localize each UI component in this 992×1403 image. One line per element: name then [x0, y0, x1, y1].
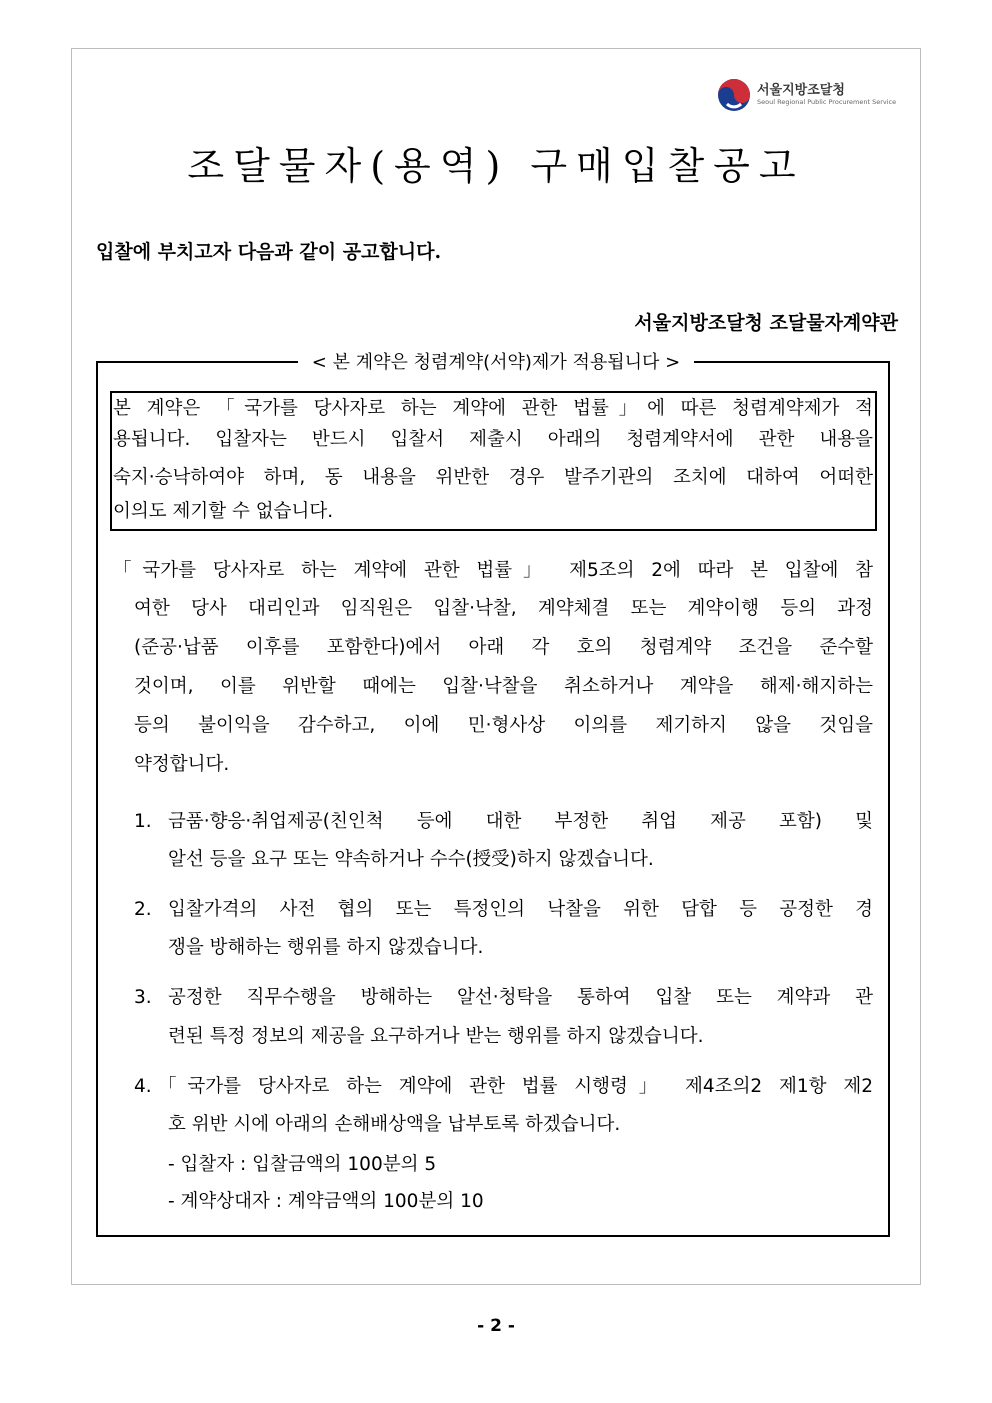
pledge-line: 여한 당사 대리인과 임직원은 입찰·낙찰, 계약체결 또는 계약이행 등의 과정	[134, 598, 873, 619]
item-number: 4.	[134, 1076, 152, 1097]
taegeuk-emblem-icon	[717, 78, 751, 112]
logo-english-name: Seoul Regional Public Procurement Service	[757, 98, 897, 106]
logo	[717, 78, 897, 112]
item-line: 련된 특정 정보의 제공을 요구하거나 받는 행위를 하지 않겠습니다.	[168, 1026, 704, 1047]
sub-item: - 계약상대자 : 계약금액의 100분의 10	[168, 1191, 484, 1212]
organization-signature: 서울지방조달청 조달물자계약관	[634, 312, 898, 334]
notice-line: 이의도 제기할 수 없습니다.	[113, 501, 334, 522]
item-line: 입찰가격의 사전 협의 또는 특정인의 낙찰을 위한 담합 등 공정한 경	[168, 899, 873, 920]
item-line: 쟁을 방해하는 행위를 하지 않겠습니다.	[168, 937, 484, 958]
item-number: 1.	[134, 811, 152, 832]
sub-item: - 입찰자 : 입찰금액의 100분의 5	[168, 1154, 437, 1175]
pledge-line: 약정합니다.	[134, 754, 230, 775]
document-title: 조달물자(용역) 구매입찰공고	[187, 144, 805, 188]
item-line: 금품·향응·취업제공(친인척 등에 대한 부정한 취업 제공 포함) 및	[168, 811, 873, 832]
notice-line: 숙지·승낙하여야 하며, 동 내용을 위반한 경우 발주기관의 조치에 대하여 어떠한	[113, 467, 873, 488]
box-caption-text: < 본 계약은 청렴계약(서약)제가 적용됩니다 >	[298, 352, 694, 373]
box-caption	[0, 348, 992, 374]
item-line: 호 위반 시에 아래의 손해배상액을 납부토록 하겠습니다.	[168, 1114, 621, 1135]
pledge-line: 「국가를 당사자로 하는 계약에 관한 법률」 제5조의 2에 따라 본 입찰에 참	[113, 560, 873, 581]
page-number: - 2 -	[477, 1316, 515, 1336]
item-line: 「국가를 당사자로 하는 계약에 관한 법률 시행령」 제4조의2 제1항 제2	[158, 1076, 873, 1097]
item-number: 3.	[134, 987, 152, 1008]
item-number: 2.	[134, 899, 152, 920]
logo-name: 서울지방조달청	[757, 83, 845, 98]
item-line: 공정한 직무수행을 방해하는 알선·청탁을 통하여 입찰 또는 계약과 관	[168, 987, 873, 1008]
pledge-line: 것이며, 이를 위반할 때에는 입찰·낙찰을 취소하거나 계약을 해제·해지하는	[134, 676, 873, 697]
item-line: 알선 등을 요구 또는 약속하거나 수수(授受)하지 않겠습니다.	[168, 849, 654, 870]
pledge-line: 등의 불이익을 감수하고, 이에 민·형사상 이의를 제기하지 않을 것임을	[134, 715, 873, 736]
notice-line: 본 계약은 「국가를 당사자로 하는 계약에 관한 법률」에 따른 청렴계약제가 적	[113, 398, 873, 419]
intro-text: 입찰에 부치고자 다음과 같이 공고합니다.	[96, 241, 442, 263]
pledge-line: (준공·납품 이후를 포함한다)에서 아래 각 호의 청렴계약 조건을 준수할	[134, 637, 873, 658]
notice-line: 용됩니다. 입찰자는 반드시 입찰서 제출시 아래의 청렴계약서에 관한 내용을	[113, 429, 873, 450]
